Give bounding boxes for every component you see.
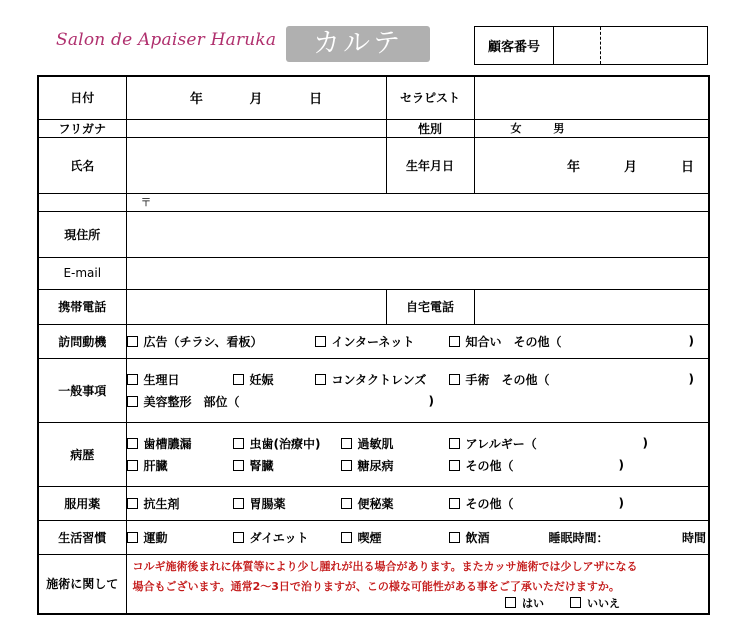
- option-ad[interactable]: 広告（チラシ、看板）: [127, 333, 315, 350]
- checkbox[interactable]: [233, 498, 244, 509]
- treatment-notice-line1: コルギ施術後まれに体質等により少し腫れが出る場合があります。またカッサ施術では少しアザになる: [132, 559, 638, 573]
- option-pregnancy[interactable]: 妊娠: [233, 371, 315, 388]
- checkbox[interactable]: [233, 374, 244, 385]
- option-gastro[interactable]: 胃腸薬: [233, 495, 341, 512]
- general-label: 一般事項: [38, 358, 126, 422]
- visit-motive-label: 訪問動機: [38, 324, 126, 358]
- lifestyle-label: 生活習慣: [38, 520, 126, 554]
- treatment-label: 施術に関して: [38, 554, 126, 614]
- checkbox[interactable]: [570, 597, 581, 608]
- option-cosmetic-surgery[interactable]: 美容整形 部位（: [127, 393, 429, 410]
- checkbox[interactable]: [127, 374, 138, 385]
- option-allergy[interactable]: アレルギー（: [449, 435, 643, 452]
- karte-title: カルテ: [286, 26, 430, 62]
- date-month-unit: 月: [249, 92, 263, 108]
- checkbox[interactable]: [505, 597, 516, 608]
- sleep-hours-unit: 時間: [681, 530, 706, 545]
- postal-mark: 〒: [140, 196, 152, 209]
- checkbox[interactable]: [449, 374, 460, 385]
- checkbox[interactable]: [127, 532, 138, 543]
- furigana-field[interactable]: [126, 119, 386, 137]
- furigana-label: フリガナ: [38, 119, 126, 137]
- home-phone-field[interactable]: [474, 289, 709, 324]
- consent-yes[interactable]: はい: [505, 595, 544, 611]
- option-liver[interactable]: 肝臓: [127, 457, 233, 474]
- address-label: 現住所: [38, 211, 126, 257]
- dob-day-unit: 日: [680, 159, 694, 175]
- checkbox[interactable]: [315, 336, 326, 347]
- option-drinking[interactable]: 飲酒: [449, 529, 549, 546]
- option-sensitive-skin[interactable]: 過敏肌: [341, 435, 449, 452]
- history-label: 病歴: [38, 422, 126, 486]
- gender-female[interactable]: 女: [510, 122, 522, 135]
- checkbox[interactable]: [233, 438, 244, 449]
- dob-label: 生年月日: [386, 137, 474, 193]
- general-row2-close-paren: ): [428, 394, 434, 408]
- name-label: 氏名: [38, 137, 126, 193]
- gender-field[interactable]: [474, 119, 709, 137]
- history-options: [126, 422, 709, 486]
- option-surgery-other[interactable]: 手術 その他（: [449, 371, 689, 388]
- date-day-unit: 日: [309, 92, 323, 108]
- checkbox[interactable]: [315, 374, 326, 385]
- postal-code-field[interactable]: [126, 193, 709, 211]
- option-laxative[interactable]: 便秘薬: [341, 495, 449, 512]
- therapist-label: セラピスト: [386, 76, 474, 119]
- customer-number-field-2[interactable]: [601, 27, 707, 64]
- checkbox[interactable]: [341, 532, 352, 543]
- karte-form-table: [37, 75, 710, 615]
- visit-motive-options: [126, 324, 709, 358]
- option-antibiotic[interactable]: 抗生剤: [127, 495, 233, 512]
- checkbox[interactable]: [449, 438, 460, 449]
- option-periodontal[interactable]: 歯槽膿漏: [127, 435, 233, 452]
- name-field[interactable]: [126, 137, 386, 193]
- postal-label-cell: [38, 193, 126, 211]
- dob-year-unit: 年: [566, 159, 580, 175]
- sleep-hours-label: 睡眠時間：: [548, 530, 609, 545]
- checkbox[interactable]: [449, 460, 460, 471]
- option-diabetes[interactable]: 糖尿病: [341, 457, 449, 474]
- date-year-unit: 年: [189, 92, 203, 108]
- lifestyle-options: [126, 520, 709, 554]
- general-row1-close-paren: ): [688, 372, 694, 386]
- visit-motive-close-paren: ): [688, 334, 694, 348]
- gender-label: 性別: [386, 119, 474, 137]
- medication-label: 服用薬: [38, 486, 126, 520]
- salon-brand-logo: Salon de Apaiser Haruka: [56, 30, 277, 50]
- treatment-notice: [127, 555, 709, 599]
- gender-male[interactable]: 男: [553, 122, 565, 135]
- home-phone-label: 自宅電話: [386, 289, 474, 324]
- dob-month-unit: 月: [623, 159, 637, 175]
- email-label: E-mail: [38, 257, 126, 289]
- checkbox[interactable]: [449, 498, 460, 509]
- treatment-notice-line2: 場合もございます。通常2〜3日で治りますが、この様な可能性がある事をご了承いただけますか。: [132, 579, 620, 593]
- customer-number-field-1[interactable]: [554, 27, 601, 64]
- mobile-label: 携帯電話: [38, 289, 126, 324]
- option-acquaintance-other[interactable]: 知合い その他（: [449, 333, 689, 350]
- address-field[interactable]: [126, 211, 709, 257]
- history-row2-close-paren: ): [618, 458, 624, 472]
- option-period[interactable]: 生理日: [127, 371, 233, 388]
- option-exercise[interactable]: 運動: [127, 529, 233, 546]
- option-medication-other[interactable]: その他（: [449, 495, 619, 512]
- medication-close-paren: ): [618, 496, 624, 510]
- consent-no[interactable]: いいえ: [570, 595, 620, 611]
- general-options: [126, 358, 709, 422]
- option-cavity[interactable]: 虫歯(治療中): [233, 435, 341, 452]
- option-kidney[interactable]: 腎臓: [233, 457, 341, 474]
- therapist-field[interactable]: [474, 76, 709, 119]
- treatment-consent: [126, 554, 709, 614]
- checkbox[interactable]: [233, 460, 244, 471]
- email-field[interactable]: [126, 257, 709, 289]
- customer-number-label: 顧客番号: [475, 27, 554, 64]
- option-contact-lens[interactable]: コンタクトレンズ: [315, 371, 449, 388]
- customer-number-box: [474, 26, 708, 65]
- option-history-other[interactable]: その他（: [449, 457, 619, 474]
- dob-field[interactable]: [474, 137, 709, 193]
- option-internet[interactable]: インターネット: [315, 333, 449, 350]
- checkbox[interactable]: [127, 438, 138, 449]
- option-diet[interactable]: ダイエット: [233, 529, 341, 546]
- checkbox[interactable]: [127, 460, 138, 471]
- option-smoking[interactable]: 喫煙: [341, 529, 449, 546]
- checkbox[interactable]: [449, 532, 460, 543]
- checkbox[interactable]: [341, 438, 352, 449]
- checkbox[interactable]: [127, 396, 138, 407]
- date-label: 日付: [38, 76, 126, 119]
- history-row1-close-paren: ): [642, 436, 648, 450]
- checkbox[interactable]: [127, 498, 138, 509]
- date-field[interactable]: [126, 76, 386, 119]
- medication-options: [126, 486, 709, 520]
- checkbox[interactable]: [233, 532, 244, 543]
- checkbox[interactable]: [341, 498, 352, 509]
- checkbox[interactable]: [341, 460, 352, 471]
- checkbox[interactable]: [449, 336, 460, 347]
- checkbox[interactable]: [127, 336, 138, 347]
- mobile-field[interactable]: [126, 289, 386, 324]
